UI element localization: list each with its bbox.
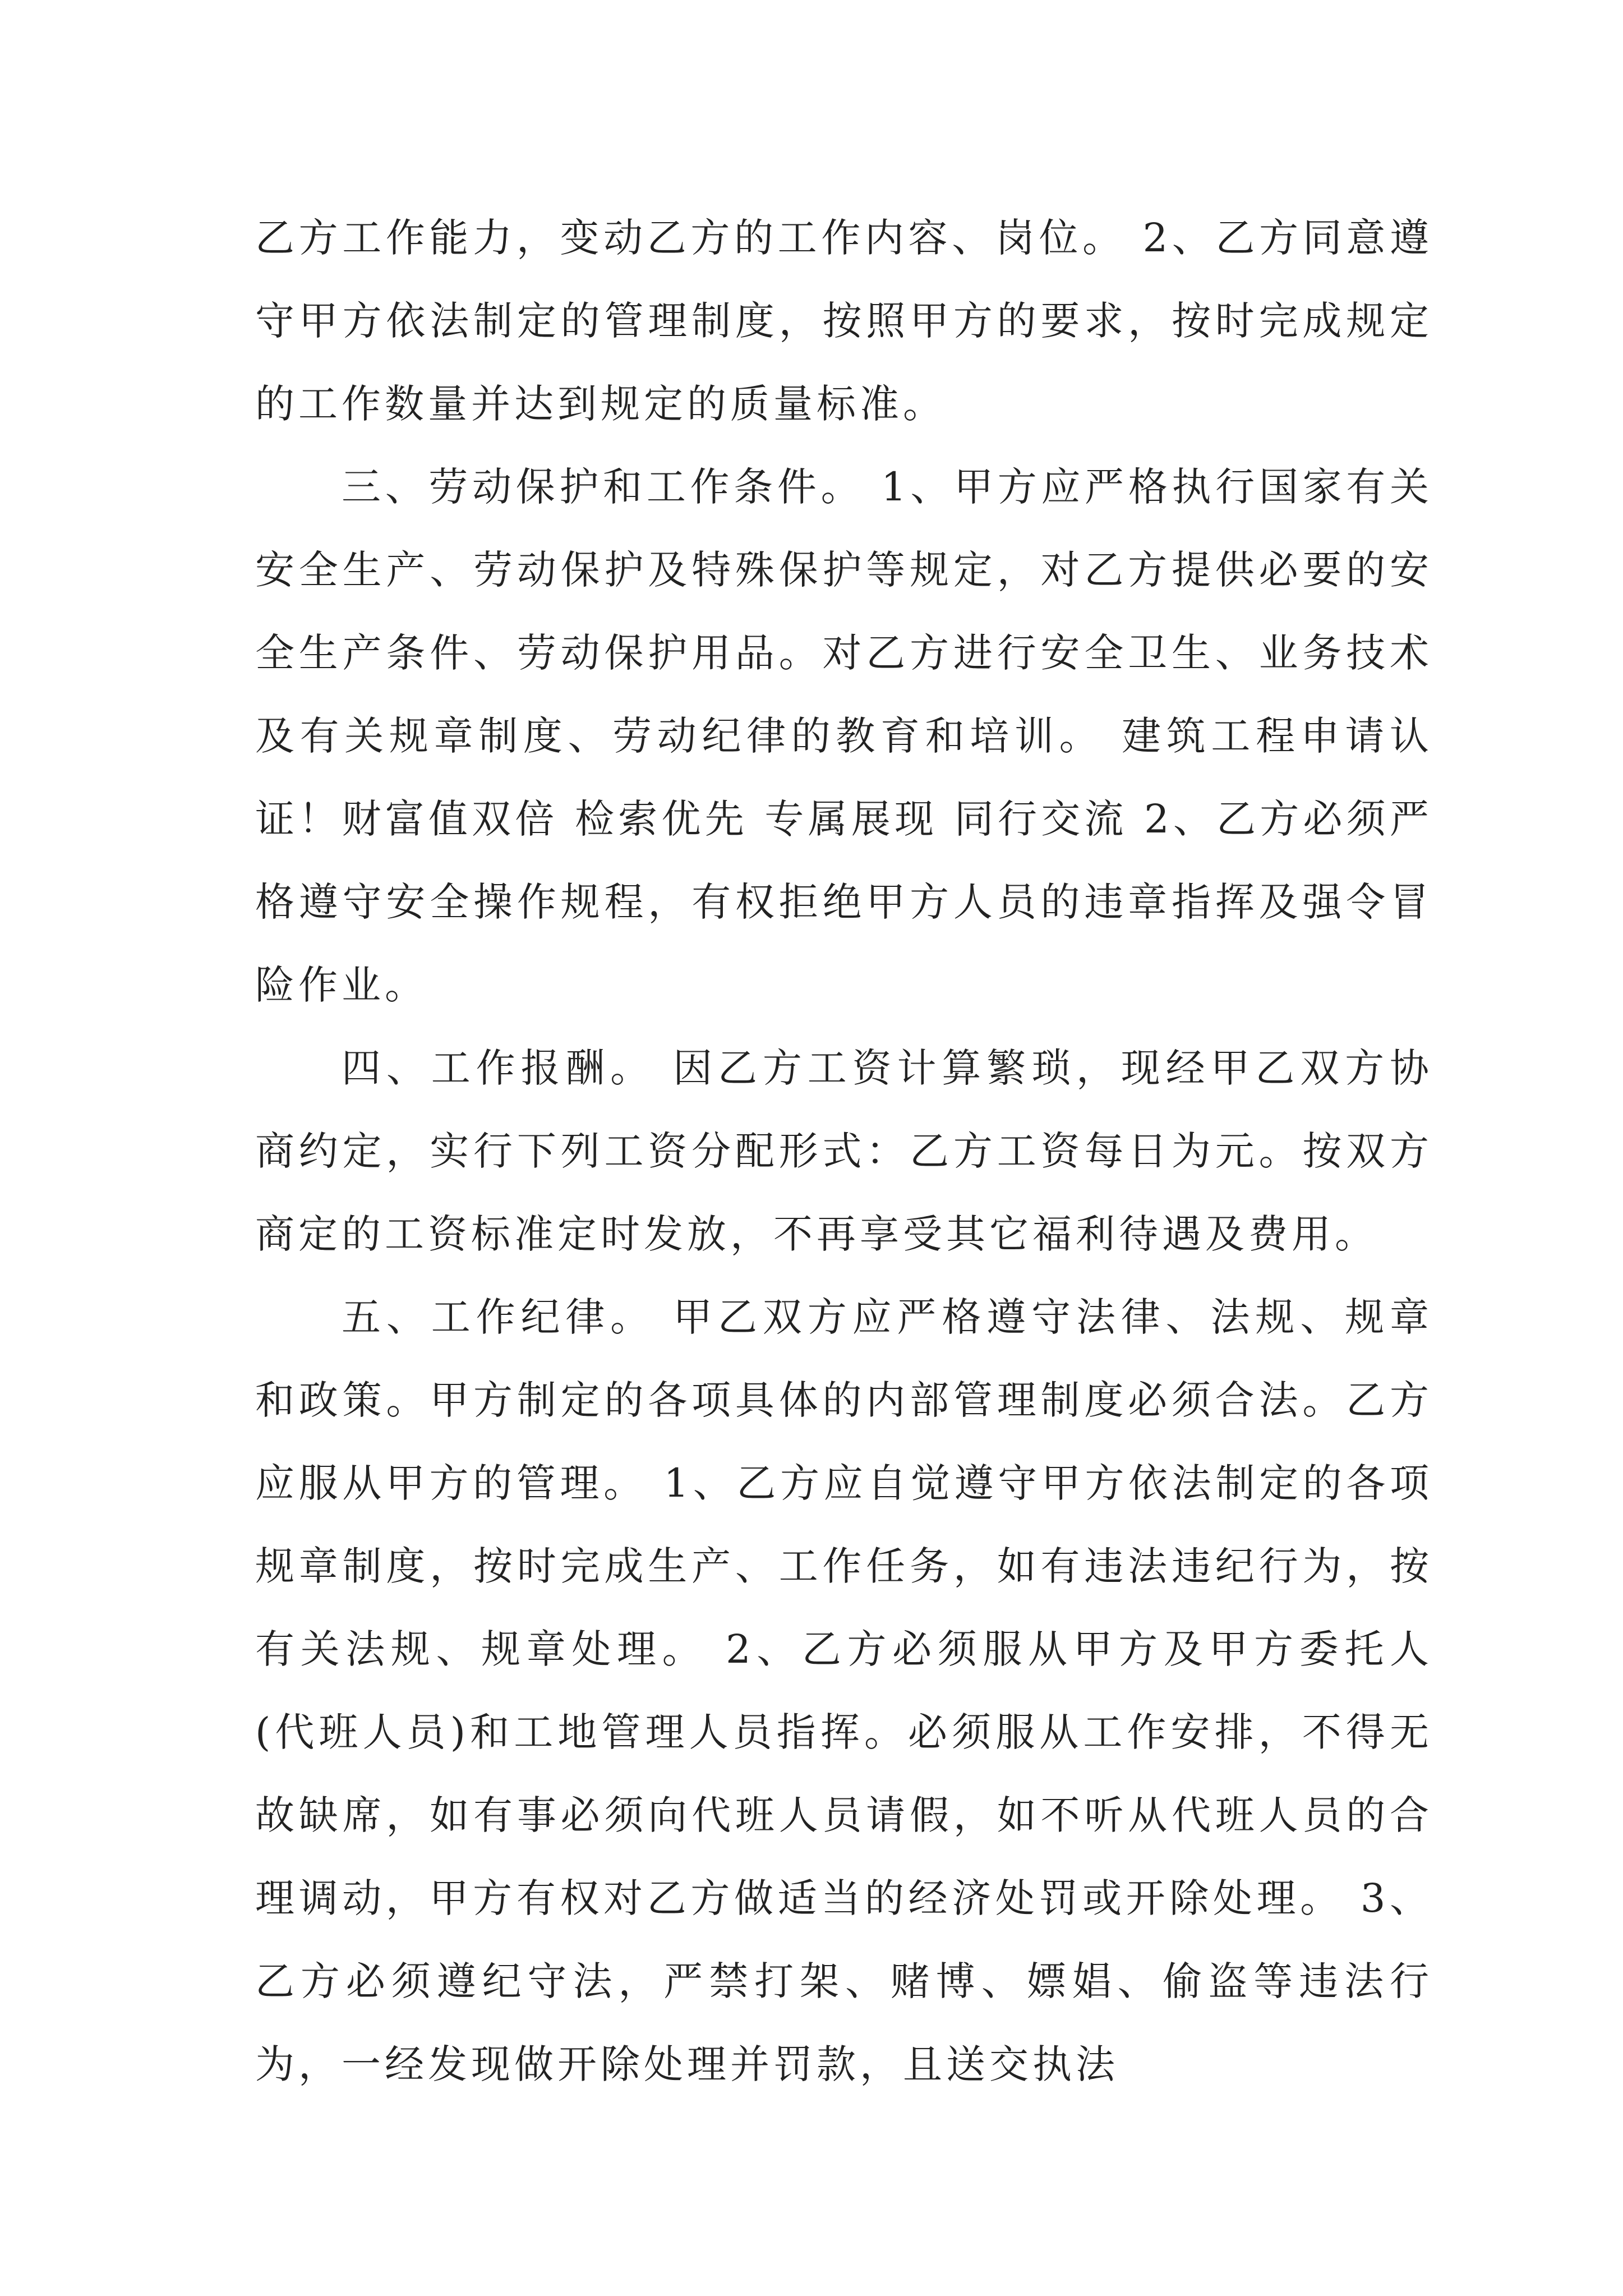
paragraph-work-discipline: 五、工作纪律。 甲乙双方应严格遵守法律、法规、规章和政策。甲方制定的各项具体的内部管理制度必须合法。乙方应服从甲方的管理。 1、乙方应自觉遵守甲方依法制定的各项规章制度，按时完成生产、工作任务，如有违法违纪行为，按有关法规、规章处理。 2、乙方必须服从甲方及甲方委托人(代班人员)和工地管理人员指挥。必须服从工作安排，不得无故缺席，如有事必须向代班人员请假，如不听从代班人员的合理调动，甲方有权对乙方做适当的经济处罚或开除处理。 3、乙方必须遵纪守法，严禁打架、赌博、嫖娼、偷盗等违法行为，一经发现做开除处理并罚款，且送交执法 [255,1294,1433,2087]
paragraph-remuneration: 四、工作报酬。 因乙方工资计算繁琐，现经甲乙双方协商约定，实行下列工资分配形式：乙方工资每日为元。按双方商定的工资标准定时发放，不再享受其它福利待遇及费用。 [255,1045,1433,1257]
paragraph-continuation: 乙方工作能力，变动乙方的工作内容、岗位。 2、乙方同意遵守甲方依法制定的管理制度，按照甲方的要求，按时完成规定的工作数量并达到规定的质量标准。 [255,215,1433,427]
paragraph-labor-protection: 三、劳动保护和工作条件。 1、甲方应严格执行国家有关安全生产、劳动保护及特殊保护等规定，对乙方提供必要的安全生产条件、劳动保护用品。对乙方进行安全卫生、业务技术及有关规章制度、劳动纪律的教育和培训。 建筑工程申请认证！财富值双倍 检索优先 专属展现 同行交流 2、乙方必须严格遵守安全操作规程，有权拒绝甲方人员的违章指挥及强令冒险作业。 [255,464,1433,1008]
document-body [255,196,1433,2106]
